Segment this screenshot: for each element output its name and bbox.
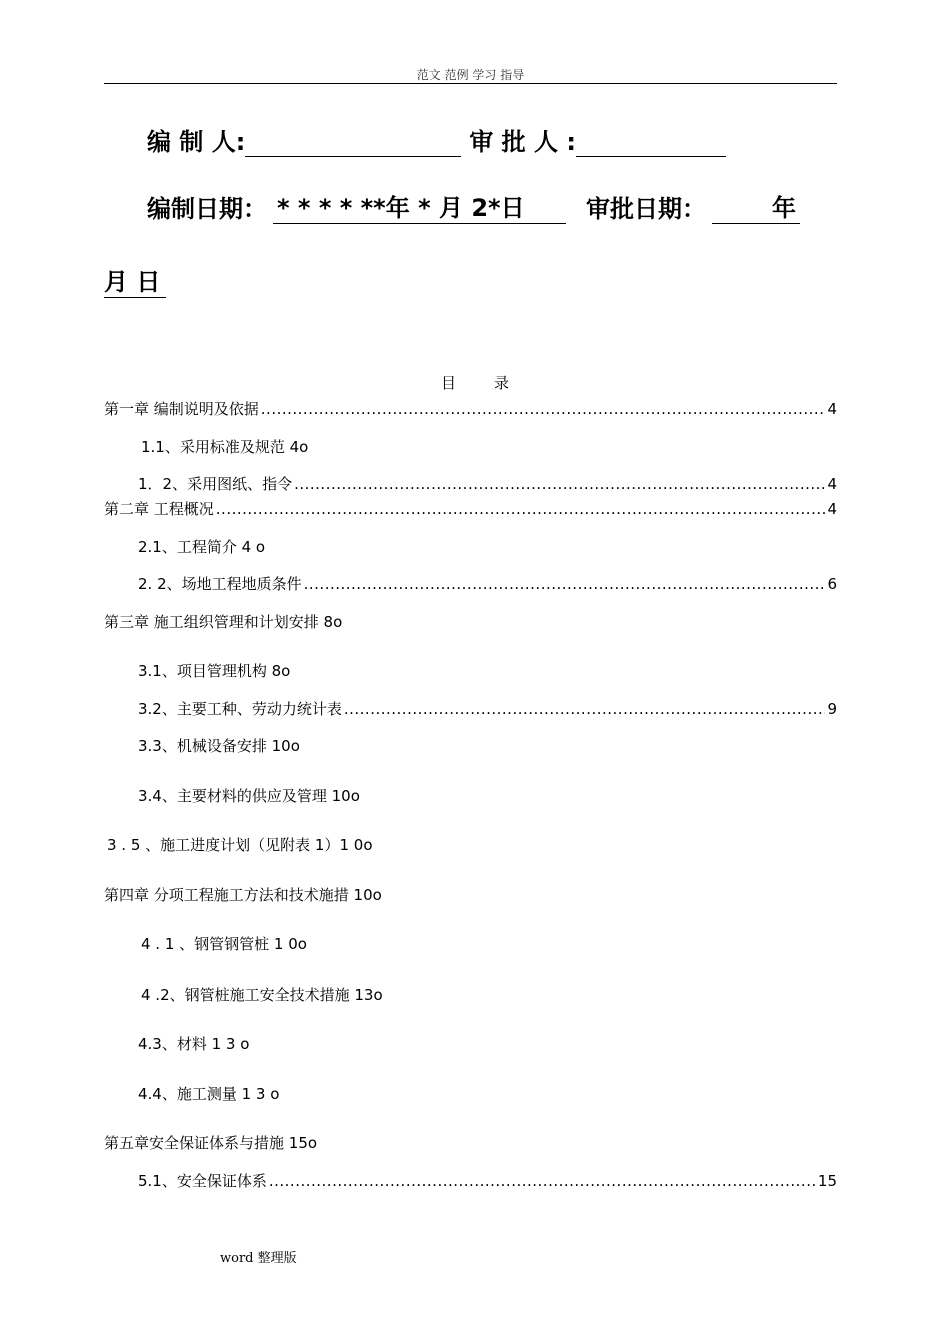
toc-item[interactable] (104, 498, 837, 519)
toc-item-label: 1．2、采用图纸、指令 (138, 475, 293, 493)
toc-leader-dots (344, 700, 826, 718)
page-header: 范文 范例 学习 指导 (416, 68, 525, 82)
toc-item-page: 9 (827, 700, 837, 718)
toc-title: 目录 (440, 374, 547, 392)
toc-item-label: 4 .2、钢管桩施工安全技术措施 13o (141, 986, 383, 1004)
approver-blank[interactable] (576, 130, 726, 157)
toc-leader-dots (304, 575, 826, 593)
toc-item[interactable] (104, 884, 382, 905)
page-footer: word 整理版 (220, 1251, 297, 1266)
toc-item[interactable] (141, 933, 307, 954)
toc-leader-dots (269, 1172, 816, 1190)
toc-item-label: 5.1、安全保证体系 (138, 1172, 267, 1190)
toc-item[interactable] (138, 785, 360, 806)
approver-label: 审 批 人 : (469, 128, 576, 156)
toc-item[interactable] (138, 473, 837, 494)
header-divider (104, 83, 837, 84)
approve-date-label: 审批日期： (586, 195, 706, 223)
toc-item-label: 3 . 5 、施工进度计划（见附表 1）1 0o (107, 836, 373, 854)
toc-item[interactable] (107, 834, 373, 855)
compiler-label: 编 制 人: (147, 128, 246, 156)
toc-item[interactable] (138, 660, 290, 681)
toc-item-page: 4 (827, 400, 837, 418)
toc-item[interactable] (104, 611, 342, 632)
toc-item-label: 第四章 分项工程施工方法和技术施措 10o (104, 886, 382, 904)
toc-item-label: 3.2、主要工种、劳动力统计表 (138, 700, 342, 718)
toc-item-label: 第一章 编制说明及依据 (104, 400, 259, 418)
compile-date-label: 编制日期： (147, 195, 267, 223)
compiler-blank[interactable] (245, 130, 461, 157)
toc-leader-dots (261, 400, 826, 418)
approve-date-year[interactable]: 年 (712, 188, 800, 224)
toc-item-label: 2.1、工程简介 4 o (138, 538, 266, 556)
toc-item[interactable] (104, 1132, 317, 1153)
toc-item-label: 第二章 工程概况 (104, 500, 214, 518)
toc-item-label: 第五章安全保证体系与措施 15o (104, 1134, 318, 1152)
toc-leader-dots (294, 475, 825, 493)
signature-row-1 (147, 122, 726, 157)
toc-item-label: 1.1、采用标准及规范 4o (141, 438, 309, 456)
toc-item-page: 6 (827, 575, 837, 593)
toc-item-label: 3.4、主要材料的供应及管理 10o (138, 787, 360, 805)
toc-item-label: 第三章 施工组织管理和计划安排 8o (104, 613, 343, 631)
toc-item[interactable] (138, 1083, 279, 1104)
toc-item-label: 3.1、项目管理机构 8o (138, 662, 291, 680)
toc-item[interactable] (138, 573, 837, 594)
toc-item-label: 4.4、施工测量 1 3 o (138, 1085, 280, 1103)
toc-item[interactable] (141, 984, 383, 1005)
toc-item[interactable] (141, 436, 308, 457)
compile-date-value[interactable]: * * * * **年 * 月 2*日 (273, 188, 566, 224)
toc-item-label: 4.3、材料 1 3 o (138, 1035, 250, 1053)
toc-item[interactable] (138, 735, 300, 756)
toc-item-label: 2. 2、场地工程地质条件 (138, 575, 302, 593)
signature-row-3 (104, 262, 166, 298)
toc-item-label: 3.3、机械设备安排 10o (138, 737, 300, 755)
approve-date-month-day[interactable]: 月 日 (104, 262, 166, 298)
toc-item-page: 15 (817, 1172, 837, 1190)
toc-leader-dots (216, 500, 826, 518)
toc-item[interactable] (104, 398, 837, 419)
toc-item-page: 4 (827, 500, 837, 518)
toc-item-page: 4 (827, 475, 837, 493)
toc-item-label: 4 . 1 、钢管钢管桩 1 0o (141, 935, 307, 953)
toc-item[interactable] (138, 1033, 249, 1054)
toc-item[interactable] (138, 1170, 837, 1191)
toc-item[interactable] (138, 536, 265, 557)
toc-item[interactable] (138, 698, 837, 719)
signature-row-2 (147, 188, 800, 224)
